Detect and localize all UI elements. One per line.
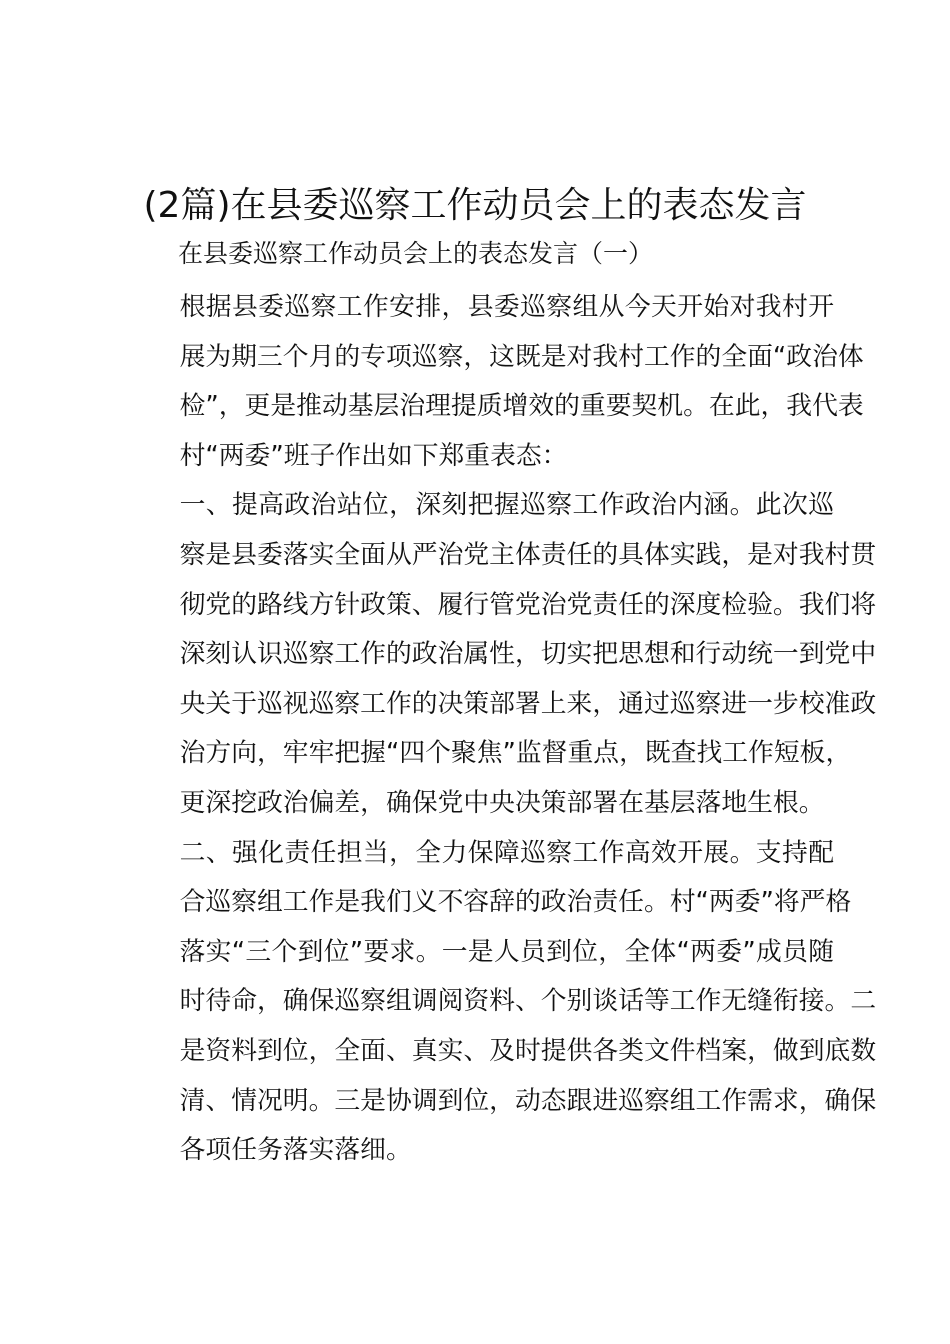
paragraph-line: 落实“三个到位”要求。一是人员到位，全体“两委”成员随 bbox=[179, 936, 834, 967]
paragraph-line: 彻党的路线方针政策、履行管党治党责任的深度检验。我们将 bbox=[179, 589, 877, 620]
paragraph-line: 二、强化责任担当，全力保障巡察工作高效开展。支持配 bbox=[179, 837, 834, 868]
paragraph-section-one bbox=[128, 481, 877, 828]
paragraph-line: 一、提高政治站位，深刻把握巡察工作政治内涵。此次巡 bbox=[179, 490, 834, 521]
document-subtitle: 在县委巡察工作动员会上的表态发言（一） bbox=[178, 239, 654, 268]
paragraph-line: 各项任务落实落细。 bbox=[179, 1135, 412, 1166]
paragraph-intro bbox=[128, 283, 864, 481]
paragraph-section-two bbox=[128, 829, 877, 1176]
paragraph-line: 村“两委”班子作出如下郑重表态： bbox=[179, 440, 568, 471]
paragraph-line: 是资料到位，全面、真实、及时提供各类文件档案，做到底数 bbox=[179, 1035, 877, 1066]
paragraph-line: 更深挖政治偏差，确保党中央决策部署在基层落地生根。 bbox=[179, 787, 825, 818]
paragraph-line: 时待命，确保巡察组调阅资料、个别谈话等工作无缝衔接。二 bbox=[179, 986, 877, 1017]
paragraph-line: 深刻认识巡察工作的政治属性，切实把思想和行动统一到党中 bbox=[179, 639, 877, 670]
paragraph-line: 央关于巡视巡察工作的决策部署上来，通过巡察进一步校准政 bbox=[179, 688, 877, 719]
paragraph-line: 清、情况明。三是协调到位，动态跟进巡察组工作需求，确保 bbox=[179, 1085, 877, 1116]
paragraph-line: 根据县委巡察工作安排，县委巡察组从今天开始对我村开 bbox=[179, 292, 834, 322]
paragraph-line: 检”，更是推动基层治理提质增效的重要契机。在此，我代表 bbox=[179, 391, 864, 422]
paragraph-line: 合巡察组工作是我们义不容辞的政治责任。村“两委”将严格 bbox=[179, 887, 852, 918]
paragraph-line: 治方向，牢牢把握“四个聚焦”监督重点，既查找工作短板， bbox=[179, 738, 852, 769]
document-body bbox=[128, 283, 877, 1176]
paragraph-line: 展为期三个月的专项巡察，这既是对我村工作的全面“政治体 bbox=[179, 341, 864, 372]
document-title: (2篇)在县委巡察工作动员会上的表态发言 bbox=[143, 185, 807, 226]
paragraph-line: 察是县委落实全面从严治党主体责任的具体实践，是对我村贯 bbox=[179, 539, 877, 570]
